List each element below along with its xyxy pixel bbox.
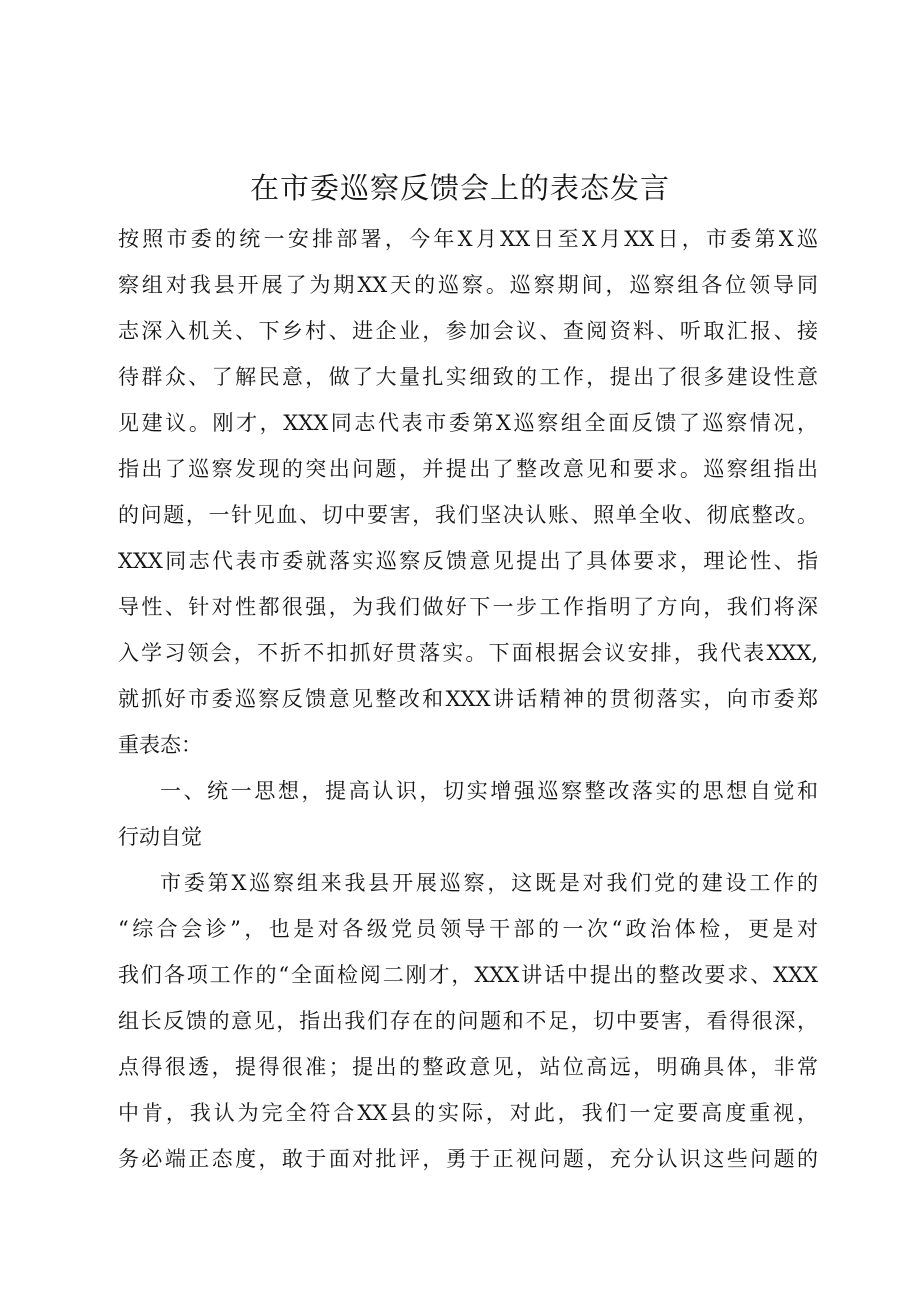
document-title: 在市委巡察反馈会上的表态发言 [249, 171, 670, 205]
intro-line: 的问题，一针见血、切中要害，我们坚决认账、照单全收、彻底整改。 [118, 503, 818, 527]
intro-line: 按照市委的统一安排部署，今年X月XX日至X月XX日，市委第X巡 [118, 227, 818, 251]
intro-line: 志深入机关、下乡村、进企业，参加会议、查阅资料、听取汇报、接 [118, 319, 818, 343]
section-body-line: 点得很透，提得很准；提出的整政意见，站位高远，明确具体，非常 [118, 1055, 818, 1079]
intro-line: 待群众、了解民意，做了大量扎实细致的工作，提出了很多建设性意 [118, 365, 818, 389]
intro-line: 察组对我县开展了为期XX天的巡察。巡察期间，巡察组各位领导同 [118, 273, 818, 297]
intro-line: 入学习领会，不折不扣抓好贯落实。下面根据会议安排，我代表XXX, [118, 641, 818, 665]
intro-line: 指出了巡察发现的突出问题，并提出了整改意见和要求。巡察组指出 [118, 457, 818, 481]
section-body-line: 务必端正态度，敢于面对批评，勇于正视问题，充分认识这些问题的 [118, 1147, 818, 1171]
intro-line: 见建议。刚才，XXX同志代表市委第X巡察组全面反馈了巡察情况， [118, 411, 818, 435]
section-body-line: “综合会诊”，也是对各级党员领导干部的一次“政治体检，更是对 [118, 917, 818, 941]
intro-line: 重表态： [118, 733, 202, 757]
intro-line: 就抓好市委巡察反馈意见整改和XXX讲话精神的贯彻落实，向市委郑 [118, 687, 818, 711]
intro-line: XXX同志代表市委就落实巡察反馈意见提出了具体要求，理论性、指 [118, 549, 818, 573]
section-heading: 行动自觉 [118, 825, 202, 849]
section-body-line: 市委第X巡察组来我县开展巡察，这既是对我们党的建设工作的 [160, 871, 818, 895]
section-body-line: 中肯，我认为完全符合XX县的实际，对此，我们一定要高度重视， [118, 1101, 818, 1125]
intro-line: 导性、针对性都很强，为我们做好下一步工作指明了方向，我们将深 [118, 595, 818, 619]
section-heading: 一、统一思想，提高认识，切实增强巡察整改落实的思想自觉和 [160, 779, 818, 803]
section-body-line: 组长反馈的意见，指出我们存在的问题和不足，切中要害，看得很深， [118, 1009, 818, 1033]
section-body-line: 我们各项工作的“全面检阅二刚才，XXX讲话中提出的整改要求、XXX [118, 963, 818, 987]
